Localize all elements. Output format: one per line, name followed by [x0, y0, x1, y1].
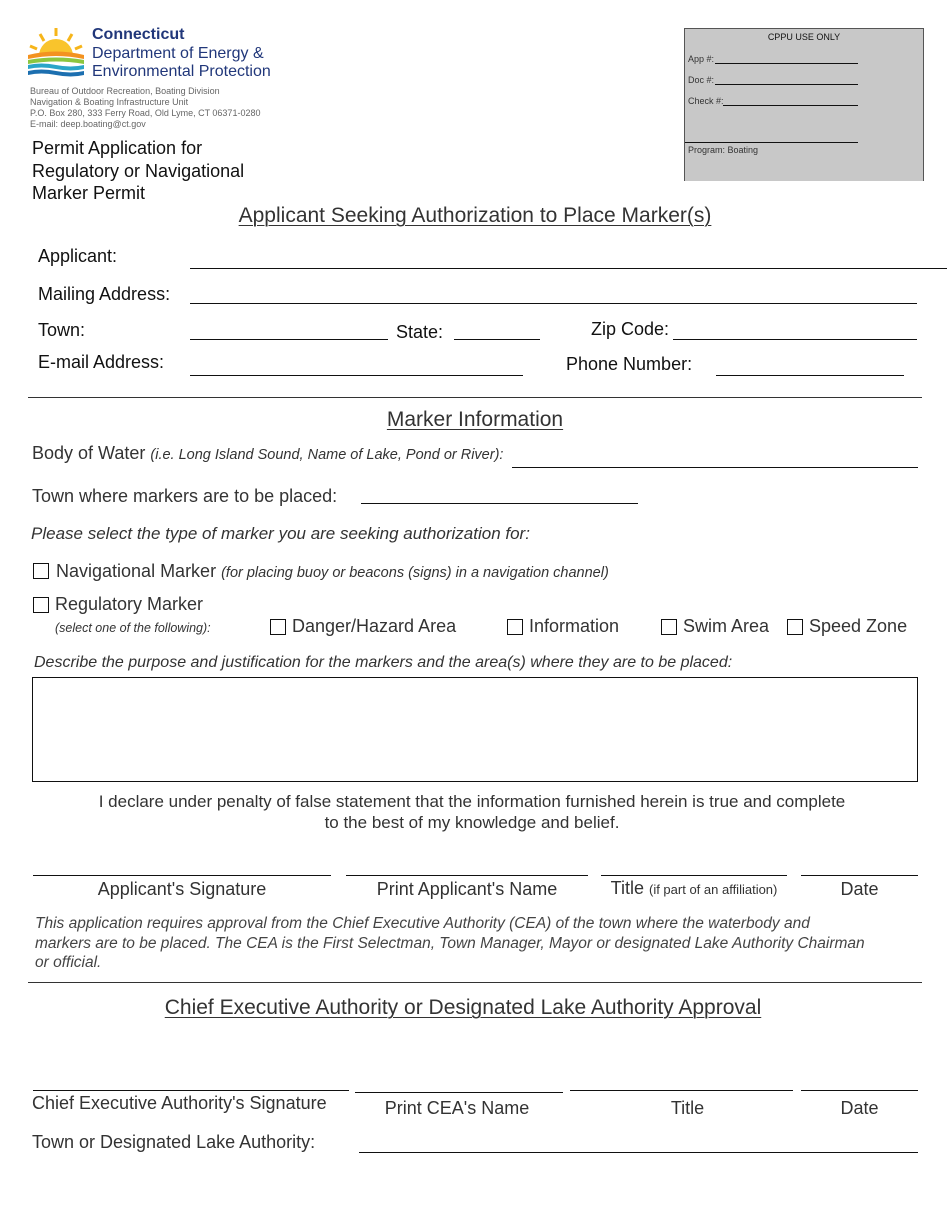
- regulatory-marker-hint: (select one of the following):: [55, 621, 211, 635]
- email-address-field[interactable]: [190, 375, 523, 376]
- applicant-date-caption: Date: [840, 879, 879, 899]
- form-title-line: Permit Application for: [32, 138, 203, 158]
- address-line: Navigation & Boating Infrastructure Unit: [30, 97, 189, 107]
- declaration-line: to the best of my knowledge and belief.: [324, 813, 620, 832]
- body-of-water-field[interactable]: [512, 467, 918, 468]
- cea-signature-caption: Chief Executive Authority's Signature: [32, 1093, 327, 1113]
- deep-logo: [26, 26, 86, 82]
- navigational-marker-checkbox[interactable]: [33, 563, 49, 579]
- applicant-section-heading: Applicant Seeking Authorization to Place Marker(s): [238, 204, 712, 227]
- address-line: P.O. Box 280, 333 Ferry Road, Old Lyme, CT 06371-0280: [30, 108, 261, 118]
- marker-type-prompt: Please select the type of marker you are seeking authorization for:: [31, 524, 530, 543]
- applicant-title-caption: [601, 878, 787, 899]
- office-use-heading: CPPU USE ONLY: [767, 32, 841, 42]
- state-label: State:: [396, 322, 444, 342]
- applicant-label: Applicant:: [38, 246, 118, 266]
- form-title-line: Regulatory or Navigational: [32, 160, 245, 181]
- speed-zone-checkbox[interactable]: [787, 619, 803, 635]
- declaration: [0, 791, 944, 833]
- office-divider: [685, 142, 858, 143]
- cea-date-field[interactable]: [801, 1090, 918, 1091]
- town-label: Town:: [38, 320, 86, 340]
- print-applicant-name-caption: Print Applicant's Name: [376, 879, 558, 899]
- cea-note-line: markers are to be placed. The CEA is the First Selectman, Town Manager, Mayor or designated Lake Authority Chairman: [35, 934, 865, 952]
- town-lake-authority-field[interactable]: [359, 1152, 918, 1153]
- form-title: [32, 137, 244, 205]
- describe-textarea[interactable]: [32, 677, 918, 782]
- swim-area-label: Swim Area: [683, 616, 770, 636]
- swim-area-checkbox[interactable]: [661, 619, 677, 635]
- cea-note: [35, 914, 865, 973]
- body-of-water-label: [32, 443, 503, 464]
- cea-note-line: This application requires approval from the Chief Executive Authority (CEA) of the town where the waterbody and: [35, 915, 810, 932]
- zip-code-field[interactable]: [673, 339, 917, 340]
- print-cea-name-field[interactable]: [355, 1092, 563, 1093]
- information-checkbox[interactable]: [507, 619, 523, 635]
- applicant-signature-field[interactable]: [33, 875, 331, 876]
- applicant-field[interactable]: [190, 268, 947, 269]
- navigational-marker-label: [56, 561, 609, 582]
- address-line: E-mail: deep.boating@ct.gov: [30, 119, 146, 129]
- cea-signature-field[interactable]: [33, 1090, 349, 1091]
- town-field[interactable]: [190, 339, 388, 340]
- navigational-marker-text: Navigational Marker: [56, 561, 217, 581]
- print-applicant-name-field[interactable]: [346, 875, 588, 876]
- app-number-label: App #:: [688, 54, 715, 64]
- address-line: Bureau of Outdoor Recreation, Boating Division: [30, 86, 220, 96]
- town-lake-authority-label: Town or Designated Lake Authority:: [32, 1132, 316, 1152]
- regulatory-marker-checkbox[interactable]: [33, 597, 49, 613]
- doc-number-field[interactable]: [715, 84, 858, 85]
- body-of-water-text: Body of Water: [32, 443, 146, 463]
- information-label: Information: [529, 616, 620, 636]
- body-of-water-hint: (i.e. Long Island Sound, Name of Lake, Pond or River):: [150, 447, 504, 463]
- mailing-address-label: Mailing Address:: [38, 284, 171, 304]
- cea-note-line: or official.: [35, 954, 102, 971]
- phone-number-label: Phone Number:: [566, 354, 693, 374]
- office-use-box: [684, 28, 924, 181]
- print-cea-name-caption: Print CEA's Name: [384, 1098, 530, 1118]
- app-number-field[interactable]: [715, 63, 858, 64]
- doc-number-label: Doc #:: [688, 75, 715, 85]
- form-title-line: Marker Permit: [32, 183, 146, 203]
- phone-number-field[interactable]: [716, 375, 904, 376]
- mailing-address-field[interactable]: [190, 303, 917, 304]
- declaration-line: I declare under penalty of false statement that the information furnished herein is true and complete: [98, 792, 846, 811]
- agency-state: Connecticut: [92, 26, 185, 43]
- danger-hazard-label: Danger/Hazard Area: [292, 616, 457, 636]
- section-divider: [28, 397, 922, 398]
- cea-title-caption: Title: [670, 1098, 705, 1118]
- check-number-label: Check #:: [688, 96, 724, 106]
- applicant-date-field[interactable]: [801, 875, 918, 876]
- cea-title-field[interactable]: [570, 1090, 793, 1091]
- cea-section-heading: Chief Executive Authority or Designated Lake Authority Approval: [164, 996, 762, 1019]
- agency-dept-line1: Department of Energy &: [92, 45, 264, 62]
- marker-section-heading: Marker Information: [386, 408, 564, 431]
- applicant-signature-caption: Applicant's Signature: [97, 879, 267, 899]
- town-markers-field[interactable]: [361, 503, 638, 504]
- title-text: Title: [610, 878, 644, 898]
- title-hint: (if part of an affiliation): [648, 882, 778, 897]
- regulatory-marker-label: Regulatory Marker: [55, 594, 204, 614]
- check-number-field[interactable]: [723, 105, 858, 106]
- sun-wave-logo-icon: [26, 26, 86, 82]
- section-divider: [28, 982, 922, 983]
- state-field[interactable]: [454, 339, 540, 340]
- zip-code-label: Zip Code:: [591, 319, 670, 339]
- program-label: Program: Boating: [688, 145, 759, 155]
- describe-prompt: Describe the purpose and justification for the markers and the area(s) where they are to be placed:: [34, 654, 733, 671]
- town-markers-label: Town where markers are to be placed:: [32, 486, 338, 506]
- speed-zone-label: Speed Zone: [809, 616, 908, 636]
- email-address-label: E-mail Address:: [38, 352, 165, 372]
- agency-dept-line2: Environmental Protection: [92, 63, 271, 80]
- cea-date-caption: Date: [840, 1098, 879, 1118]
- danger-hazard-checkbox[interactable]: [270, 619, 286, 635]
- agency-address: [30, 86, 260, 130]
- applicant-title-field[interactable]: [601, 875, 787, 876]
- navigational-marker-hint: (for placing buoy or beacons (signs) in a navigation channel): [221, 565, 609, 581]
